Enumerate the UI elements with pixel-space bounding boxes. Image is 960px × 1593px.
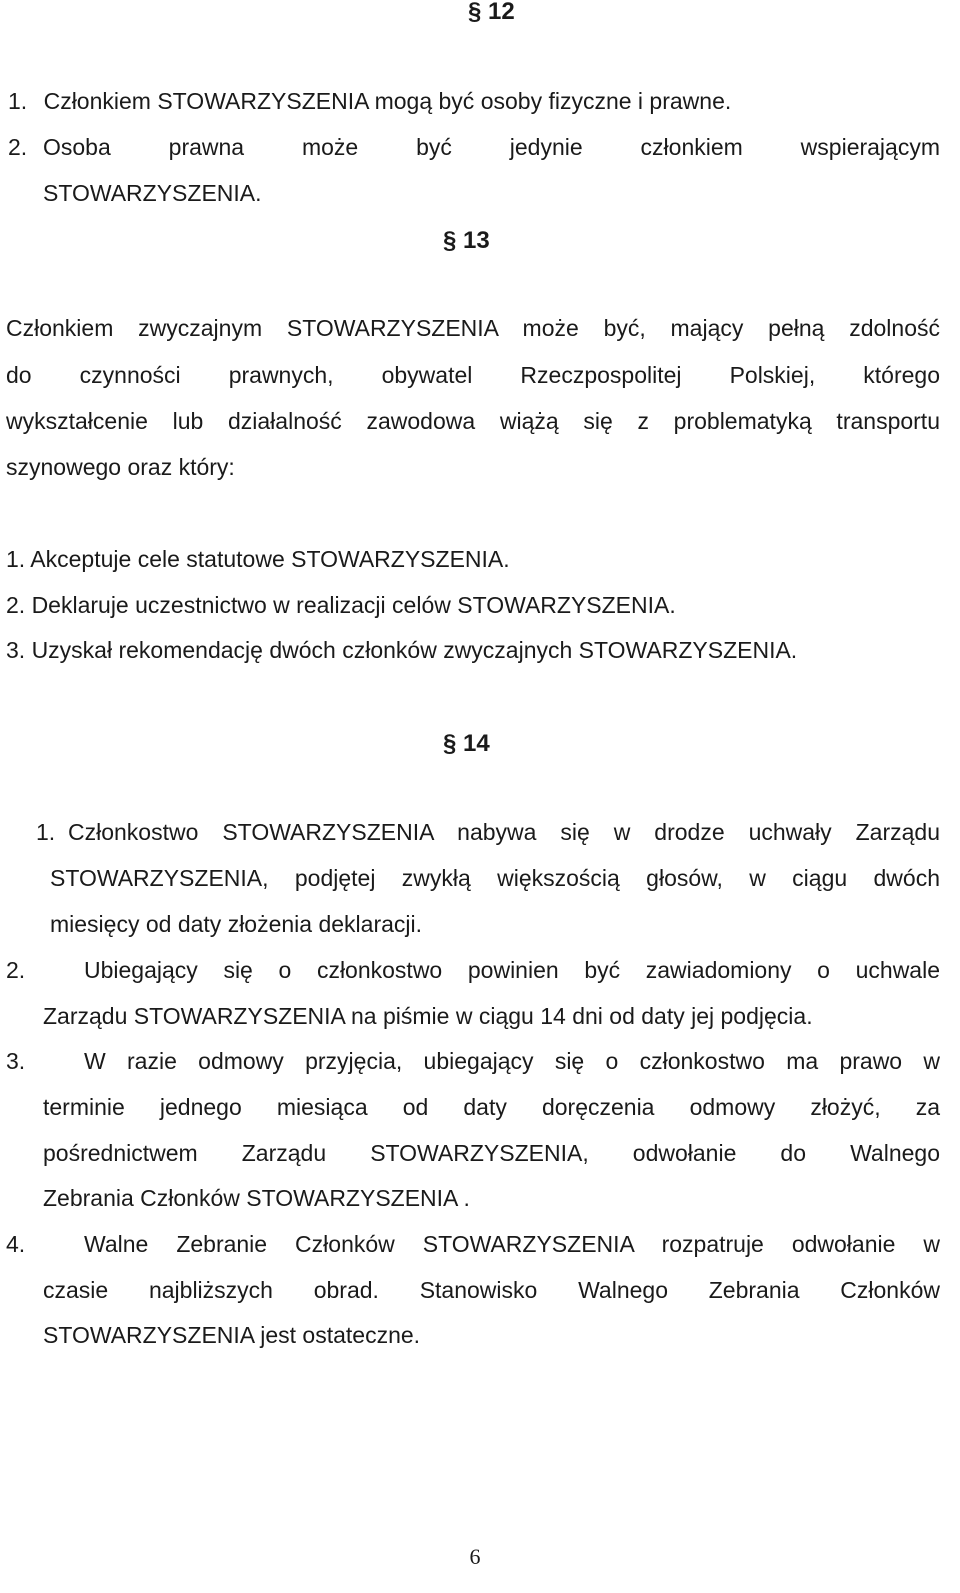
section-13-paragraph-line-3: wykształcenie lub działalność zawodowa wiążą się z problematyką transportu — [6, 408, 940, 434]
item-text: Członkiem STOWARZYSZENIA mogą być osoby fizyczne i prawne. — [43, 88, 732, 114]
section-12-item-2-line-1: Osoba prawna może być jedynie członkiem wspierającym — [43, 134, 940, 160]
section-14-item-3-number: 3. — [6, 1048, 26, 1074]
section-14-item-4-line-2: czasie najbliższych obrad. Stanowisko Walnego Zebrania Członków — [43, 1277, 940, 1303]
section-13-paragraph-line-1: Członkiem zwyczajnym STOWARZYSZENIA może być, mający pełną zdolność — [6, 315, 940, 341]
section-number: 14 — [463, 730, 490, 757]
section-14-item-1-line-2: STOWARZYSZENIA, podjętej zwykłą większością głosów, w ciągu dwóch — [50, 865, 940, 891]
section-13-item-3: 3. Uzyskał rekomendację dwóch członków zwyczajnych STOWARZYSZENIA. — [6, 637, 798, 663]
section-14-item-3-line-3: pośrednictwem Zarządu STOWARZYSZENIA, odwołanie do Walnego — [43, 1140, 940, 1166]
section-13-heading — [443, 226, 543, 256]
section-14-item-2-number: 2. — [6, 957, 26, 983]
section-12-item-2-number: 2. — [8, 134, 28, 160]
section-12-item-2-line-2: STOWARZYSZENIA. — [43, 180, 262, 206]
section-symbol: § — [443, 227, 457, 254]
section-symbol: § — [468, 0, 482, 25]
section-number: 13 — [463, 227, 490, 254]
page-number: 6 — [469, 1544, 481, 1569]
section-13-paragraph-line-4: szynowego oraz który: — [6, 454, 235, 480]
item-number: 1. — [8, 88, 28, 114]
section-symbol: § — [443, 730, 457, 757]
section-14-item-4-number: 4. — [6, 1231, 26, 1257]
section-14-item-1-line-3: miesięcy od daty złożenia deklaracji. — [50, 911, 423, 937]
section-13-item-2: 2. Deklaruje uczestnictwo w realizacji celów STOWARZYSZENIA. — [6, 592, 676, 618]
section-number: 12 — [488, 0, 515, 25]
section-14-item-2-line-1: Ubiegający się o członkostwo powinien być zawiadomiony o uchwale — [84, 957, 940, 983]
section-14-item-4-line-3: STOWARZYSZENIA jest ostateczne. — [43, 1322, 421, 1348]
section-14-item-2-line-2: Zarządu STOWARZYSZENIA na piśmie w ciągu 14 dni od daty jej podjęcia. — [43, 1003, 813, 1029]
section-14-item-3-line-2: terminie jednego miesiąca od daty doręczenia odmowy złożyć, za — [43, 1094, 940, 1120]
section-13-item-1: 1. Akceptuje cele statutowe STOWARZYSZENIA. — [6, 546, 510, 572]
section-12-item-1 — [8, 78, 731, 124]
section-14-heading — [443, 729, 543, 759]
section-14-item-3-line-1: W razie odmowy przyjęcia, ubiegający się o członkostwo ma prawo w — [84, 1048, 940, 1074]
section-14-item-3-line-4: Zebrania Członków STOWARZYSZENIA . — [43, 1185, 470, 1211]
section-14-item-1-line-1: Członkostwo STOWARZYSZENIA nabywa się w drodze uchwały Zarządu — [68, 819, 940, 845]
section-13-paragraph-line-2: do czynności prawnych, obywatel Rzeczpospolitej Polskiej, którego — [6, 362, 940, 388]
section-14-item-4-line-1: Walne Zebranie Członków STOWARZYSZENIA rozpatruje odwołanie w — [84, 1231, 940, 1257]
section-12-heading — [468, 0, 568, 27]
section-14-item-1-number: 1. — [36, 819, 56, 845]
